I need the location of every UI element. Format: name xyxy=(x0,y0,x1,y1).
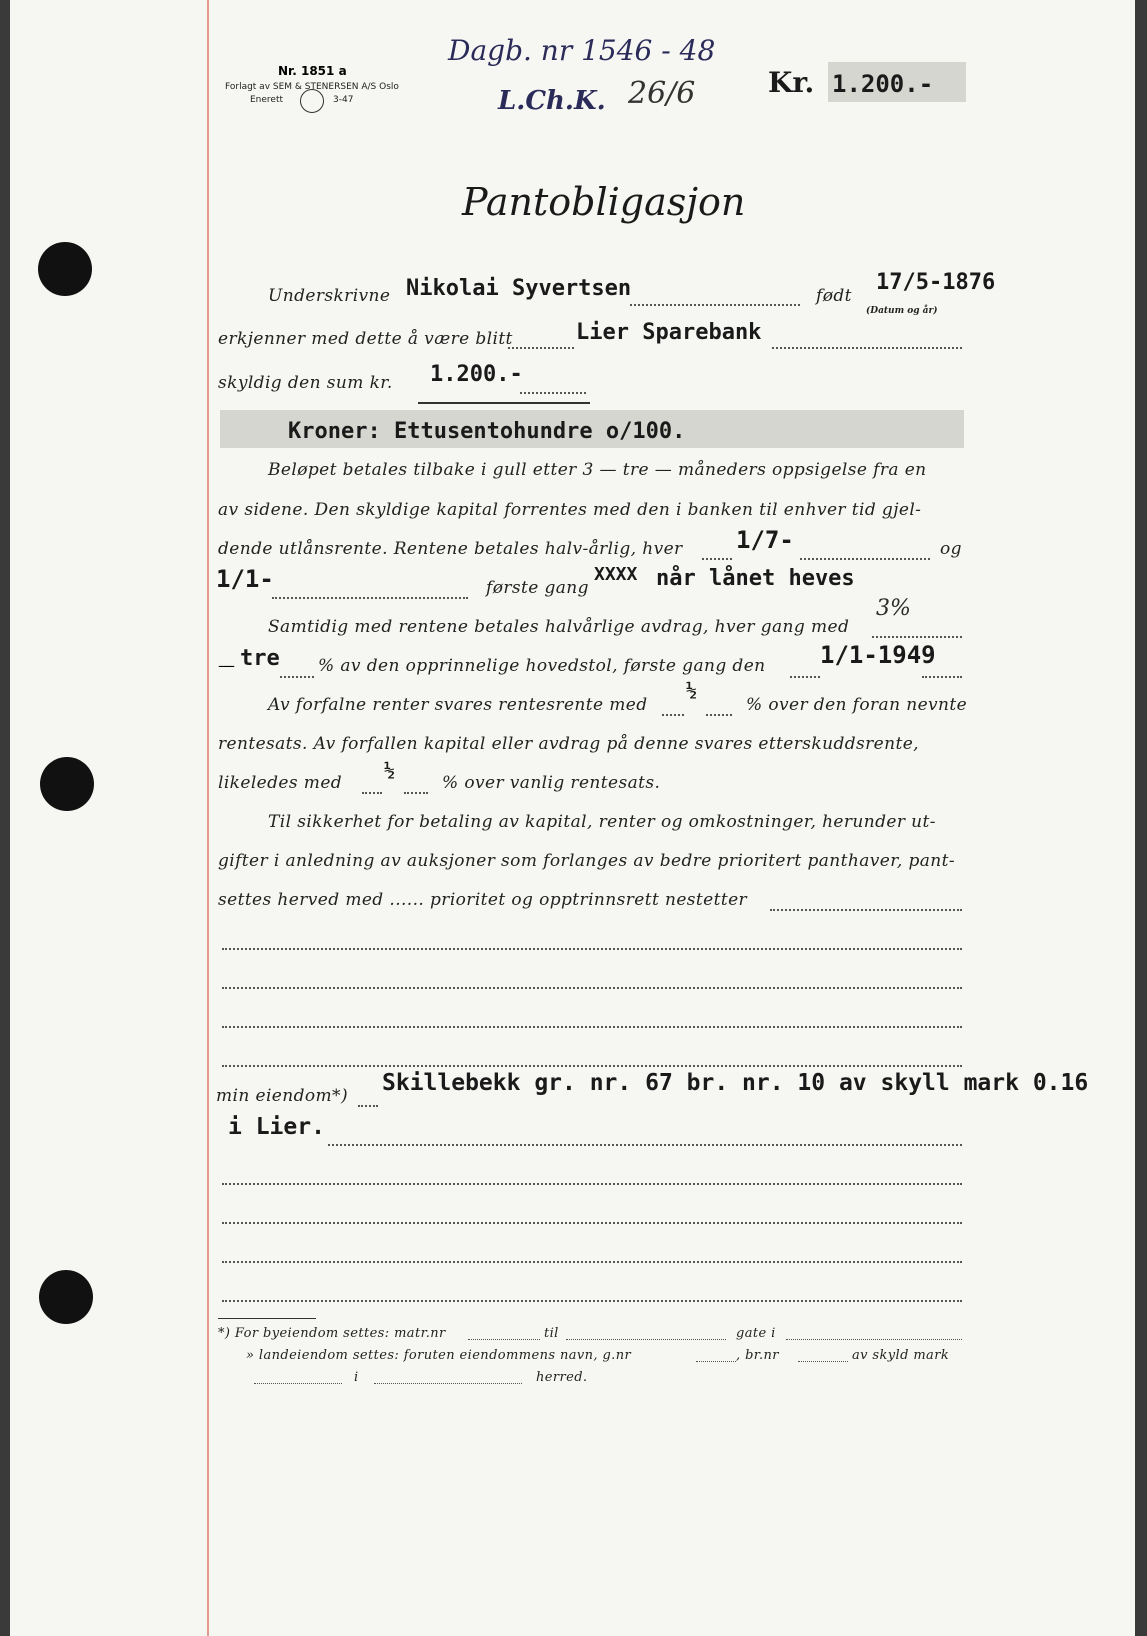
p3-line1-end: % over den foran nevnte xyxy=(746,695,968,715)
p4-line1: Til sikkerhet for betaling av kapital, renter og omkostninger, herunder ut- xyxy=(268,812,936,832)
publisher-rights: Enerett xyxy=(250,95,284,105)
footnote-l1-dots-b xyxy=(566,1339,726,1340)
p2-line2: % av den opprinnelige hovedstol, første gang den xyxy=(318,656,766,676)
footnote-l3-dots-a xyxy=(254,1383,342,1384)
installment-word: tre xyxy=(240,646,280,671)
publisher-logo-icon xyxy=(300,89,324,113)
blank-line-7 xyxy=(222,1261,962,1263)
punch-hole-bottom xyxy=(39,1270,93,1324)
footnote-l2-dots-b xyxy=(798,1361,848,1362)
property-label: min eiendom*) xyxy=(216,1086,348,1106)
p1-line4-label: første gang xyxy=(486,578,589,598)
blank-line-6 xyxy=(222,1222,962,1224)
p2-line1-dots xyxy=(872,636,962,638)
blank-line-3 xyxy=(222,1026,962,1028)
property-line2-dots xyxy=(328,1144,962,1146)
born-date: 17/5-1876 xyxy=(876,270,996,295)
footnote-l2a: » landeiendom settes: foruten eiendommens navn, g.nr xyxy=(246,1348,632,1363)
form-number: Nr. 1851 a xyxy=(278,64,347,78)
footnote-l2b: , br.nr xyxy=(736,1348,779,1363)
creditor-prefix: erkjenner med dette å være blitt xyxy=(218,329,513,349)
punch-hole-middle xyxy=(40,757,94,811)
registration-date: 26/6 xyxy=(628,76,696,111)
p1-line3-dots-b xyxy=(800,558,930,560)
p1-line4-dots xyxy=(272,597,468,599)
footnote-l1a: *) For byeiendom settes: matr.nr xyxy=(218,1326,446,1341)
creditor-dots-right xyxy=(772,347,962,349)
p3-line3-dots-b xyxy=(404,792,428,794)
footnote-l1-dots-c xyxy=(786,1339,962,1340)
p1-line1: Beløpet betales tilbake i gull etter 3 — tre — måneders oppsigelse fra en xyxy=(268,460,927,480)
sum-underline xyxy=(418,402,590,404)
creditor-dots-left xyxy=(508,347,574,349)
sum-dots xyxy=(520,392,586,394)
footnote-l1-dots-a xyxy=(468,1339,540,1340)
p4-line3: settes herved med ...... prioritet og opptrinnsrett nestetter xyxy=(218,890,748,910)
p1-line3-end: og xyxy=(940,539,962,559)
p1-line3: dende utlånsrente. Rentene betales halv-årlig, hver xyxy=(218,539,683,559)
debtor-dots xyxy=(630,304,800,306)
footnote-l1c: gate i xyxy=(736,1326,776,1341)
publisher-code: 3-47 xyxy=(333,95,354,105)
blank-line-4 xyxy=(222,1065,962,1067)
blank-line-8 xyxy=(222,1300,962,1302)
document-page xyxy=(10,0,1135,1636)
amount-label: Kr. xyxy=(768,66,815,99)
publisher-line: Forlagt av SEM & STENERSEN A/S Oslo xyxy=(225,82,399,92)
p2-line1: Samtidig med rentene betales halvårlige avdrag, hver gang med xyxy=(268,617,850,637)
red-margin-line xyxy=(207,0,209,1636)
kroner-line: Kroner: Ettusentohundre o/100. xyxy=(288,419,686,444)
blank-line-1 xyxy=(222,948,962,950)
p3-line3: likeledes med xyxy=(218,773,343,793)
creditor-name: Lier Sparebank xyxy=(576,320,762,345)
first-installment-date: 1/1-1949 xyxy=(820,641,936,669)
interest-date-1: 1/7- xyxy=(736,526,794,554)
sum-prefix: skyldig den sum kr. xyxy=(218,373,393,393)
footnote-rule xyxy=(218,1318,316,1319)
blank-line-2 xyxy=(222,987,962,989)
registration-stamp: Dagb. nr 1546 - 48 xyxy=(448,34,716,67)
p3-line1: Av forfalne renter svares rentesrente med xyxy=(268,695,648,715)
amount-value: 1.200.- xyxy=(832,70,934,98)
property-line1: Skillebekk gr. nr. 67 br. nr. 10 av skyll mark 0.16 xyxy=(382,1070,1089,1096)
debtor-name: Nikolai Syvertsen xyxy=(406,276,632,301)
footnote-l2-dots-a xyxy=(696,1361,736,1362)
p3-line2: rentesats. Av forfallen kapital eller avdrag på denne svares etterskuddsrente, xyxy=(218,734,919,754)
p3-line3-dots-a xyxy=(362,792,382,794)
p3-line3-end: % over vanlig rentesats. xyxy=(442,773,661,793)
p1-line3-dots-a xyxy=(702,558,732,560)
debtor-prefix: Underskrivne xyxy=(268,286,391,306)
p3-line1-dots-a xyxy=(662,714,684,716)
sum-value: 1.200.- xyxy=(430,362,523,387)
p4-line2: gifter i anledning av auksjoner som forlanges av bedre prioritert panthaver, pant- xyxy=(218,851,955,871)
footnote-l3b: herred. xyxy=(536,1370,588,1385)
installment-percent: 3% xyxy=(876,596,911,621)
p4-line3-dots xyxy=(770,909,962,911)
p2-line2-dots-a xyxy=(280,676,314,678)
p2-line2-dots-b xyxy=(790,676,820,678)
born-note: (Datum og år) xyxy=(866,306,938,316)
born-label: født xyxy=(816,286,852,306)
property-line2: i Lier. xyxy=(228,1114,325,1140)
first-payment-note: når lånet heves xyxy=(656,566,855,591)
footnote-l3a: i xyxy=(354,1370,359,1385)
blank-line-5 xyxy=(222,1183,962,1185)
p1-line2: av sidene. Den skyldige kapital forrentes med den i banken til enhver tid gjel- xyxy=(218,500,922,520)
p2-line2-dots-c xyxy=(922,676,962,678)
property-dots xyxy=(358,1105,378,1107)
late-interest-rate: ½ xyxy=(384,760,395,781)
p2-dash: — xyxy=(218,656,235,676)
interest-date-2: 1/1- xyxy=(216,565,274,593)
document-title: Pantobligasjon xyxy=(462,180,746,224)
footnote-l2c: av skyld mark xyxy=(852,1348,950,1363)
struck-text: XXXX xyxy=(594,564,638,585)
footnote-l1b: til xyxy=(544,1326,559,1341)
p3-line1-dots-b xyxy=(706,714,732,716)
clerk-initials: L.Ch.K. xyxy=(498,86,606,116)
compound-interest-rate: ½ xyxy=(686,680,697,701)
footnote-l3-dots-b xyxy=(374,1383,522,1384)
punch-hole-top xyxy=(38,242,92,296)
